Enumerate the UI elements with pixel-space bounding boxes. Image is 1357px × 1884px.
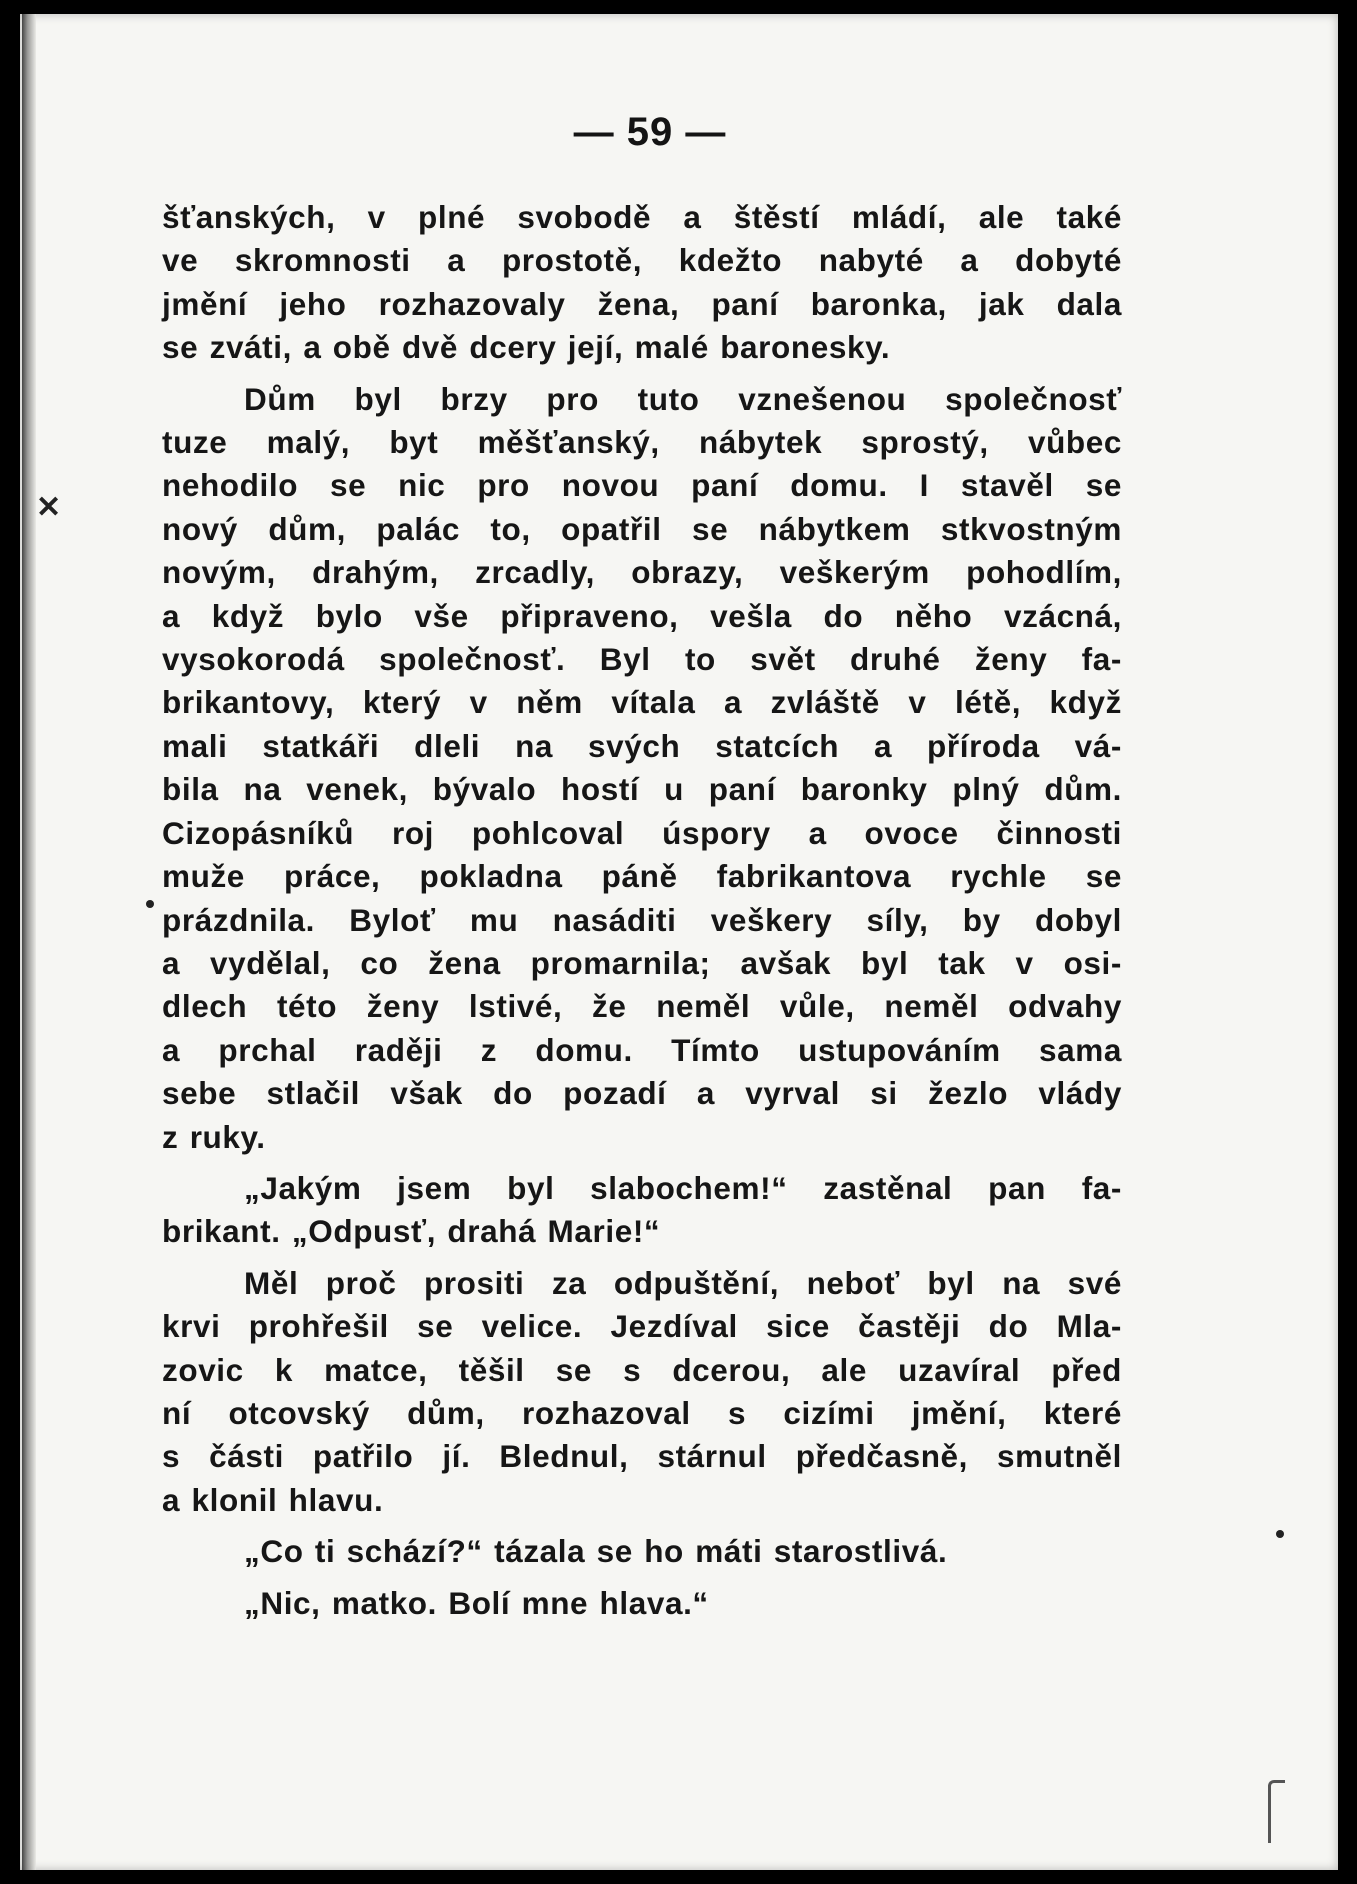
page-number: — 59 — [573,110,727,154]
margin-mark: ✕ [36,491,62,524]
text-line: s části patřilo jí. Blednul, stárnul předčasně, smutněl [162,1438,1122,1475]
text-line: tuze malý, byt měšťanský, nábytek sprostý, vůbec [162,424,1122,461]
text-line: a vydělal, co žena promarnila; avšak byl tak v osi- [162,944,1122,981]
text-line: zovic k matce, těšil se s dcerou, ale uzavíral před [162,1351,1122,1388]
ink-speck [1276,1530,1284,1538]
text-line: sebe stlačil však do pozadí a vyrval si žezlo vlády [162,1075,1122,1112]
text-line: ve skromnosti a prostotě, kdežto nabyté a dobyté [162,242,1122,279]
text-line: ní otcovský dům, rozhazoval s cizími jmění, které [162,1394,1122,1431]
paragraph [162,1167,1122,1254]
text-line: brikantovy, který v něm vítala a zvláště v létě, když [162,684,1122,721]
text-line: muže práce, pokladna páně fabrikantova rychle se [162,858,1122,895]
text-line: Cizopásníků roj pohlcoval úspory a ovoce činnosti [162,814,1122,851]
text-line: Měl proč prositi za odpuštění, neboť byl na své [244,1264,1122,1301]
text-line: dlech této ženy lstivé, že neměl vůle, neměl odvahy [162,988,1122,1025]
text-line: se zváti, a obě dvě dcery její, malé baronesky. [162,329,891,366]
text-line: „Co ti schází?“ tázala se ho máti starostlivá. [244,1533,948,1570]
text-line: šťanských, v plné svobodě a štěstí mládí, ale také [162,199,1122,235]
text-line: prázdnila. Byloť mu nasáditi veškery síly, by dobyl [162,901,1122,938]
text-line: „Jakým jsem byl slabochem!“ zastěnal pan fa- [244,1169,1122,1206]
text-line: „Nic, matko. Bolí mne hlava.“ [244,1584,709,1621]
body-text [162,196,1122,1633]
ink-speck [146,900,154,908]
text-line: vysokorodá společnosť. Byl to svět druhé ženy fa- [162,641,1122,678]
text-line: krvi prohřešil se velice. Jezdíval sice častěji do Mla- [162,1308,1122,1345]
text-line: bila na venek, bývalo hostí u paní baronky plný dům. [162,771,1122,808]
text-line: a prchal raději z domu. Tímto ustupováním sama [162,1031,1122,1068]
text-line: nový dům, palác to, opatřil se nábytkem stkvostným [162,510,1122,547]
text-line: Dům byl brzy pro tuto vznešenou společnosť [244,380,1122,417]
text-line: novým, drahým, zrcadly, obrazy, veškerým pohodlím, [162,554,1122,591]
page-gutter-shadow [22,14,36,1870]
text-line: a když bylo vše připraveno, vešla do něho vzácná, [162,597,1122,634]
text-line: nehodilo se nic pro novou paní domu. I stavěl se [162,467,1122,504]
paragraph [162,1530,1122,1573]
corner-bracket [1268,1780,1285,1843]
text-line: z ruky. [162,1118,266,1155]
paragraph [162,196,1122,370]
text-line: a klonil hlavu. [162,1481,384,1518]
paragraph [162,1262,1122,1522]
paragraph [162,1582,1122,1625]
paragraph [162,378,1122,1159]
text-line: jmění jeho rozhazovaly žena, paní baronka, jak dala [162,285,1122,322]
text-line: brikant. „Odpusť, drahá Marie!“ [162,1213,661,1250]
text-line: mali statkáři dleli na svých statcích a příroda vá- [162,727,1122,764]
